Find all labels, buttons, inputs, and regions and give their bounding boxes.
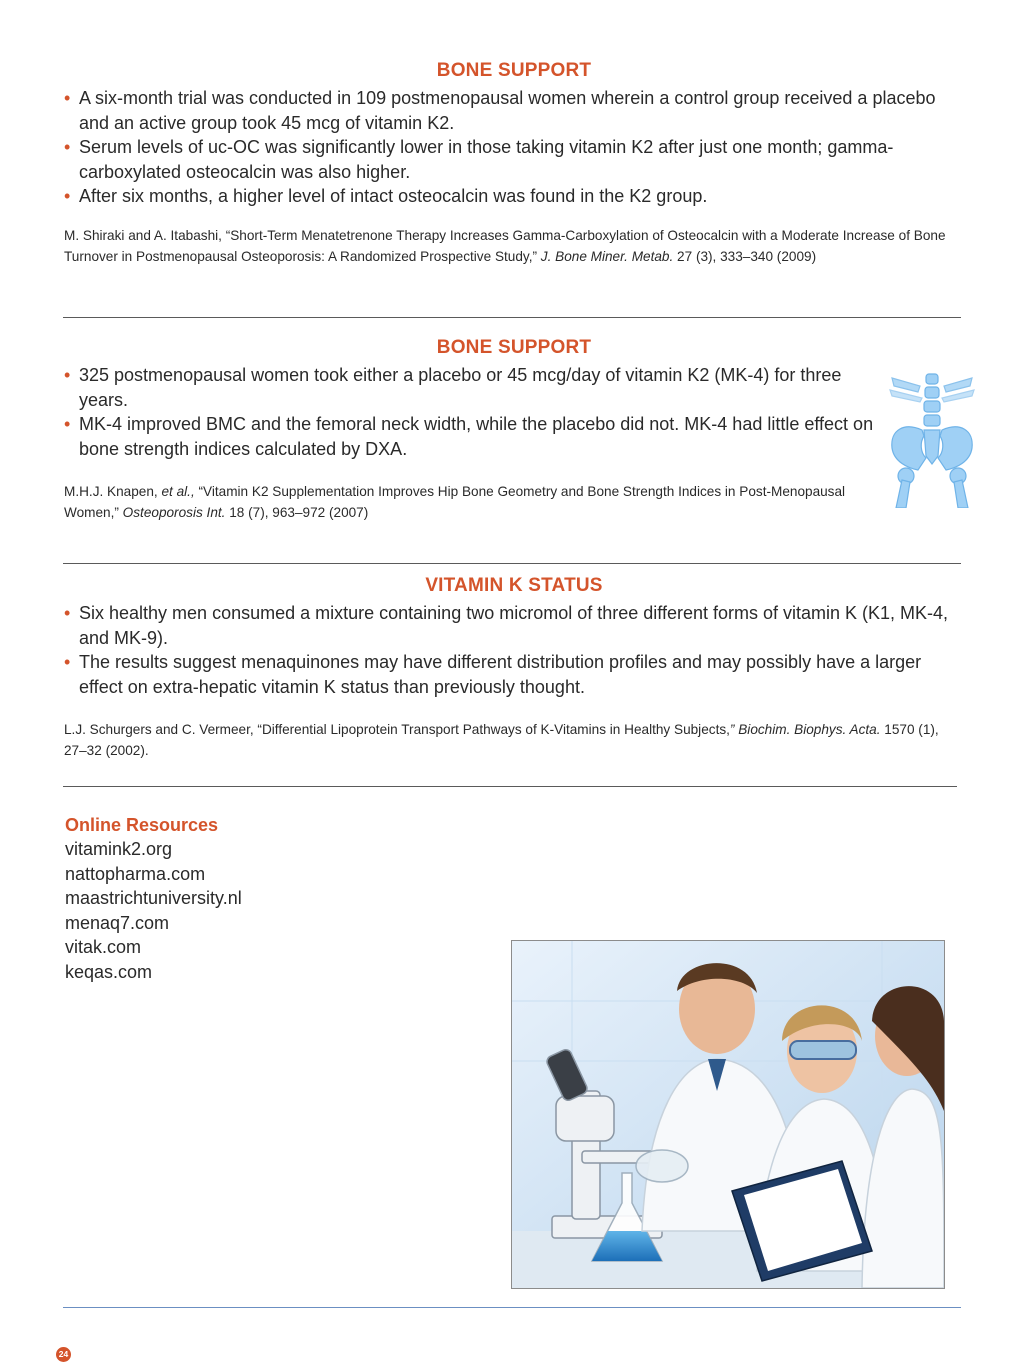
citation: M.H.J. Knapen, et al., “Vitamin K2 Supplementation Improves Hip Bone Geometry and Bone Strength Indices in Post-Menopausal Women,” Osteoporosis Int. 18 (7), 963–972 (2007) xyxy=(64,484,846,520)
section-title: BONE SUPPORT xyxy=(436,337,592,358)
bullet-icon: • xyxy=(64,603,71,623)
section-title: BONE SUPPORT xyxy=(436,60,592,81)
resource-link[interactable]: keqas.com xyxy=(65,961,153,982)
section-bone-support-2 xyxy=(64,337,884,523)
bullet-icon: • xyxy=(64,137,71,157)
online-resources xyxy=(65,813,242,984)
list-item: • The results suggest menaquinones may have different distribution profiles and may possibly have a larger effect on extra-hepatic vitamin K status than previously thought. xyxy=(64,652,922,697)
page-number: 24 xyxy=(56,1347,71,1362)
divider xyxy=(63,317,961,318)
list-item: • 325 postmenopausal women took either a placebo or 45 mcg/day of vitamin K2 (MK-4) for three years. xyxy=(64,365,842,410)
section-bone-support-1 xyxy=(64,60,964,267)
footer-divider xyxy=(63,1307,961,1308)
resource-link[interactable]: vitamink2.org xyxy=(65,839,173,859)
section-title: VITAMIN K STATUS xyxy=(425,575,603,596)
list-item: • After six months, a higher level of intact osteocalcin was found in the K2 group. xyxy=(64,184,964,209)
resources-title: Online Resources xyxy=(65,815,219,835)
resource-link[interactable]: maastrichtuniversity.nl xyxy=(65,888,242,908)
bullet-icon: • xyxy=(64,414,71,434)
bullet-icon: • xyxy=(64,365,71,385)
divider xyxy=(63,563,961,564)
list-item: • Six healthy men consumed a mixture containing two micromol of three different forms of vitamin K (K1, MK-4, and MK-9). xyxy=(64,603,949,648)
resource-link[interactable]: vitak.com xyxy=(65,937,142,957)
bullet-list xyxy=(64,601,964,699)
section-vitamin-k-status xyxy=(64,575,964,761)
resource-link[interactable]: menaq7.com xyxy=(65,912,170,933)
scientists-lab-photo xyxy=(511,940,945,1289)
bullet-list xyxy=(64,86,964,209)
bullet-icon: • xyxy=(64,652,71,672)
list-item: • Serum levels of uc-OC was significantly lower in those taking vitamin K2 after just one month; gamma-carboxylated osteocalcin was also higher. xyxy=(64,137,894,182)
bullet-icon: • xyxy=(64,88,71,108)
divider xyxy=(63,786,957,787)
list-item: • A six-month trial was conducted in 109 postmenopausal women wherein a control group received a placebo and an active group took 45 mcg of vitamin K2. xyxy=(64,88,936,133)
resource-link[interactable]: nattopharma.com xyxy=(65,863,206,884)
bullet-list xyxy=(64,363,884,461)
pelvis-xray-icon xyxy=(884,372,980,508)
list-item: • MK-4 improved BMC and the femoral neck width, while the placebo did not. MK-4 had little effect on bone strength indices calculated by DXA. xyxy=(64,414,874,459)
citation: L.J. Schurgers and C. Vermeer, “Differential Lipoprotein Transport Pathways of K-Vitamins in Healthy Subjects,” Biochim. Biophys. Acta. 1570 (1), 27–32 (2002). xyxy=(64,722,939,758)
bullet-icon: • xyxy=(64,186,71,206)
citation: M. Shiraki and A. Itabashi, “Short-Term Menatetrenone Therapy Increases Gamma-Carboxylation of Osteocalcin with a Moderate Increase of Bone Turnover in Postmenopausal Osteoporosis: A Randomized Prospective Study,” J. Bone Miner. Metab. 27 (3), 333–340 (2009) xyxy=(64,227,946,264)
